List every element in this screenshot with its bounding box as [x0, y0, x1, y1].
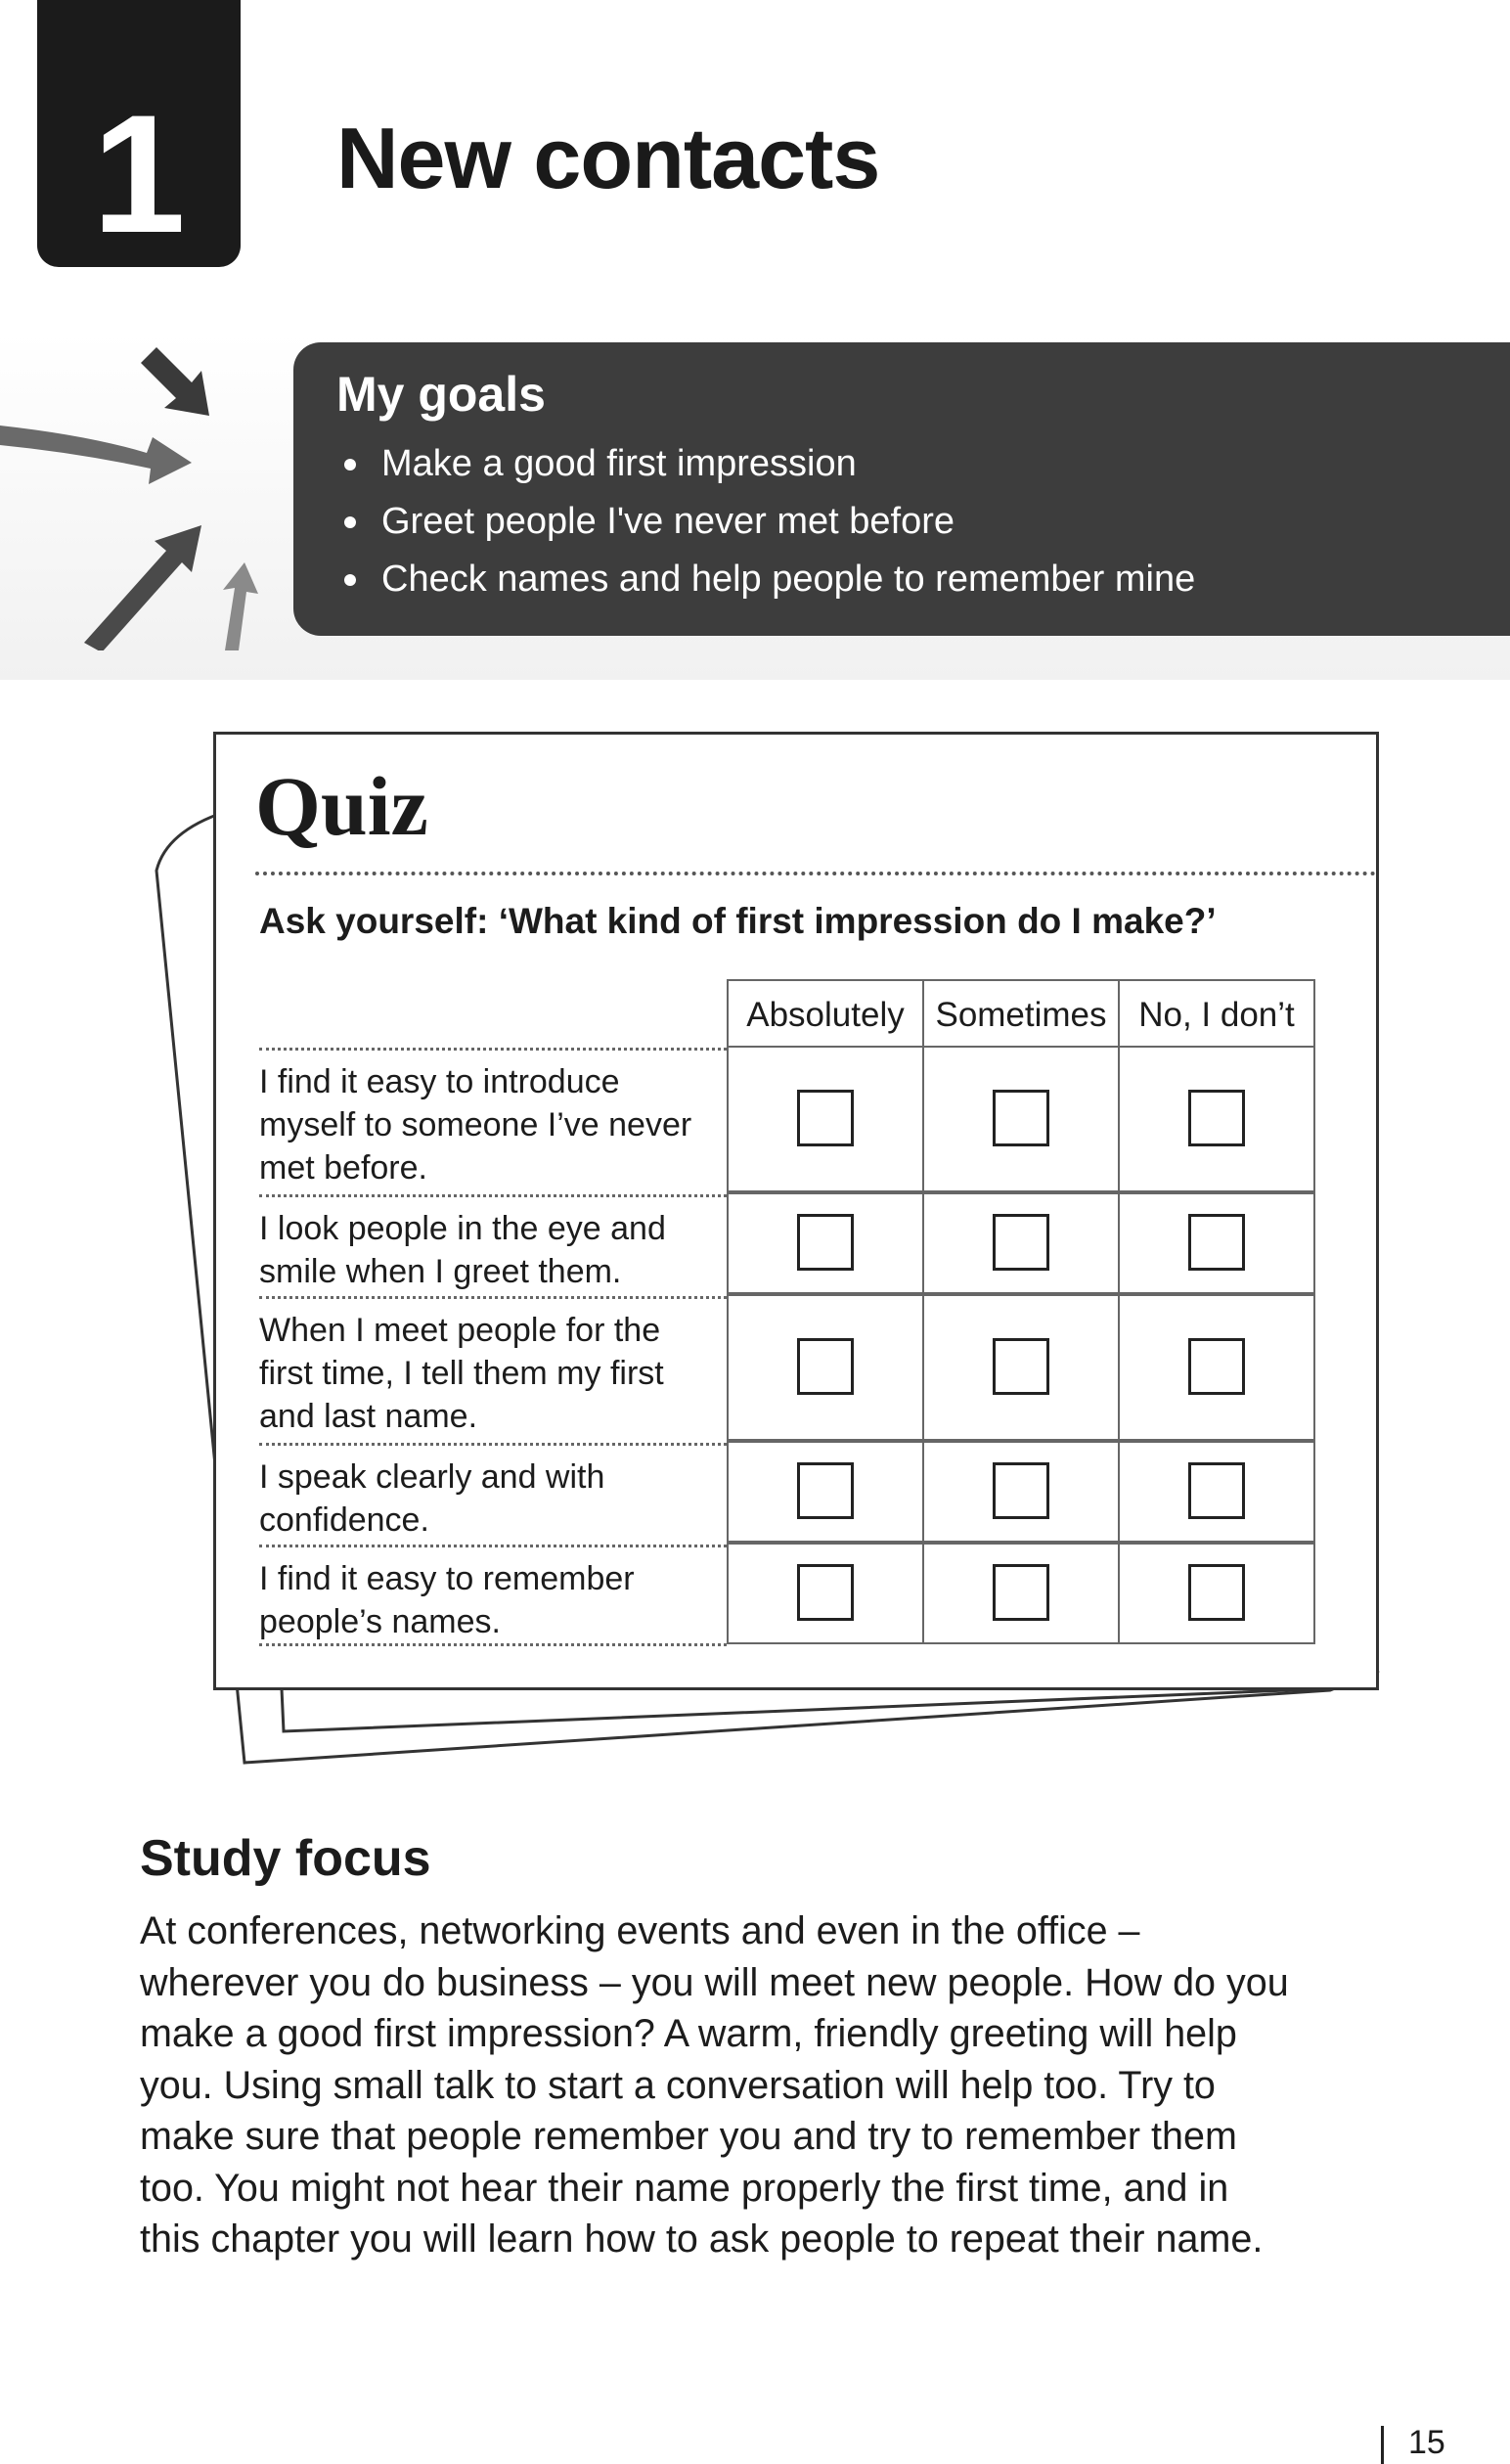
quiz-cell	[1118, 1294, 1315, 1441]
checkbox-absolutely[interactable]	[797, 1214, 854, 1271]
quiz-statement: I find it easy to remember people’s names.	[259, 1545, 727, 1646]
quiz-cell	[922, 1192, 1120, 1294]
study-focus-line: At conferences, networking events and even in the office –	[140, 1909, 1140, 1952]
quiz-row	[259, 1545, 1315, 1646]
quiz-row	[259, 1296, 1315, 1443]
goals-box	[293, 342, 1510, 636]
checkbox-sometimes[interactable]	[993, 1564, 1049, 1621]
quiz-cell	[922, 1294, 1120, 1441]
quiz-statement: When I meet people for the first time, I tell them my first and last name.	[259, 1296, 727, 1443]
quiz-cell	[727, 1192, 924, 1294]
quiz-card	[213, 732, 1379, 1690]
study-focus-line: you. Using small talk to start a conversation will help too. Try to	[140, 2063, 1216, 2107]
quiz-cell	[1118, 1441, 1315, 1543]
checkbox-absolutely[interactable]	[797, 1090, 854, 1146]
quiz-cell	[727, 1543, 924, 1644]
checkbox-no[interactable]	[1188, 1214, 1245, 1271]
study-focus-line: too. You might not hear their name properly the first time, and in	[140, 2166, 1229, 2210]
checkbox-absolutely[interactable]	[797, 1462, 854, 1519]
checkbox-sometimes[interactable]	[993, 1462, 1049, 1519]
goal-item: Check names and help people to remember mine	[336, 551, 1510, 608]
quiz-cell	[727, 1441, 924, 1543]
checkbox-no[interactable]	[1188, 1090, 1245, 1146]
study-focus-line: wherever you do business – you will meet new people. How do you	[140, 1960, 1289, 2004]
page-number-rule	[1381, 2426, 1384, 2464]
column-header-no: No, I don’t	[1118, 979, 1315, 1048]
study-focus-line: make a good first impression? A warm, friendly greeting will help	[140, 2012, 1237, 2055]
checkbox-no[interactable]	[1188, 1338, 1245, 1395]
goals-heading: My goals	[336, 367, 546, 422]
quiz-statement: I speak clearly and with confidence.	[259, 1443, 727, 1545]
checkbox-sometimes[interactable]	[993, 1338, 1049, 1395]
quiz-title: Quiz	[255, 759, 428, 853]
quiz-row	[259, 1194, 1315, 1296]
quiz-cell	[727, 1294, 924, 1441]
quiz-row	[259, 1443, 1315, 1545]
quiz-cell	[922, 1046, 1120, 1192]
quiz-cell	[727, 1046, 924, 1192]
quiz-divider	[255, 872, 1376, 875]
checkbox-absolutely[interactable]	[797, 1338, 854, 1395]
study-focus-line: make sure that people remember you and try to remember them	[140, 2115, 1237, 2158]
quiz-cell	[1118, 1046, 1315, 1192]
checkbox-sometimes[interactable]	[993, 1214, 1049, 1271]
checkbox-absolutely[interactable]	[797, 1564, 854, 1621]
study-focus-body	[140, 1905, 1411, 2265]
quiz-statement: I find it easy to introduce myself to someone I’ve never met before.	[259, 1048, 727, 1194]
quiz-cell	[922, 1543, 1120, 1644]
chapter-title: New contacts	[336, 110, 880, 206]
checkbox-no[interactable]	[1188, 1462, 1245, 1519]
checkbox-sometimes[interactable]	[993, 1090, 1049, 1146]
decorative-arrows-icon	[0, 337, 293, 650]
quiz-cell	[922, 1441, 1120, 1543]
quiz-cell	[1118, 1543, 1315, 1644]
quiz-cell	[1118, 1192, 1315, 1294]
page-number: 15	[1408, 2424, 1445, 2461]
checkbox-no[interactable]	[1188, 1564, 1245, 1621]
study-focus-line: this chapter you will learn how to ask people to repeat their name.	[140, 2218, 1264, 2261]
chapter-number-tab	[37, 0, 241, 267]
goal-item: Greet people I've never met before	[336, 493, 1510, 551]
quiz-row	[259, 1048, 1315, 1194]
quiz-statement: I look people in the eye and smile when I greet them.	[259, 1194, 727, 1296]
chapter-number: 1	[92, 80, 186, 268]
column-header-absolutely: Absolutely	[727, 979, 924, 1048]
goals-list	[336, 435, 1510, 608]
goal-item: Make a good first impression	[336, 435, 1510, 493]
column-header-sometimes: Sometimes	[922, 979, 1120, 1048]
study-focus-heading: Study focus	[140, 1830, 431, 1887]
quiz-prompt: Ask yourself: ‘What kind of first impression do I make?’	[259, 901, 1217, 941]
